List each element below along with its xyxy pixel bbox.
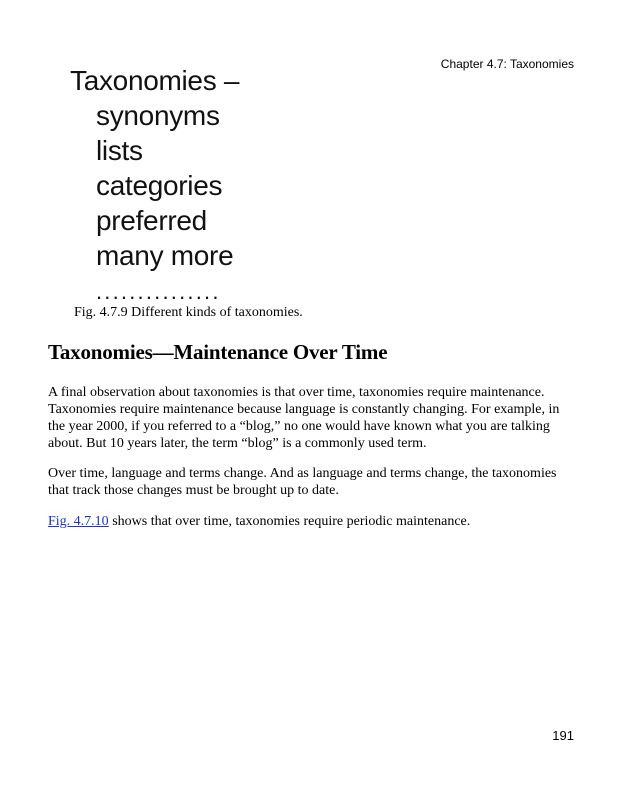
figure-ellipsis: ............... — [96, 279, 221, 304]
running-header: Chapter 4.7: Taxonomies — [440, 57, 574, 71]
taxonomy-figure — [70, 64, 239, 273]
body-paragraph: A final observation about taxonomies is that over time, taxonomies require maintenance. Taxonomies require maintenance because language is constantly changing. For example, in the year 2000, if you referred to a “blog,” no one would have known what you are talking about. But 10 years later, the term “blog” is a commonly used term. — [48, 385, 560, 451]
section-heading: Taxonomies—Maintenance Over Time — [48, 340, 388, 364]
figure-caption: Fig. 4.7.9 Different kinds of taxonomies. — [74, 305, 303, 320]
figure-reference-link[interactable]: Fig. 4.7.10 — [48, 514, 109, 529]
figure-list-item: synonyms — [96, 100, 220, 131]
page-number: 191 — [552, 728, 574, 743]
body-paragraph-with-link — [48, 513, 578, 530]
body-paragraph: Over time, language and terms change. And as language and terms change, the taxonomies that track those changes must be brought up to date. — [48, 466, 557, 498]
figure-list-item: many more — [96, 240, 234, 271]
figure-list-item: categories — [96, 170, 223, 201]
figure-list-item: preferred — [96, 205, 207, 236]
figure-title: Taxonomies – — [70, 65, 240, 96]
figure-list — [70, 98, 239, 273]
link-paragraph-text: shows that over time, taxonomies require periodic maintenance. — [108, 514, 471, 529]
figure-list-item: lists — [96, 135, 143, 166]
